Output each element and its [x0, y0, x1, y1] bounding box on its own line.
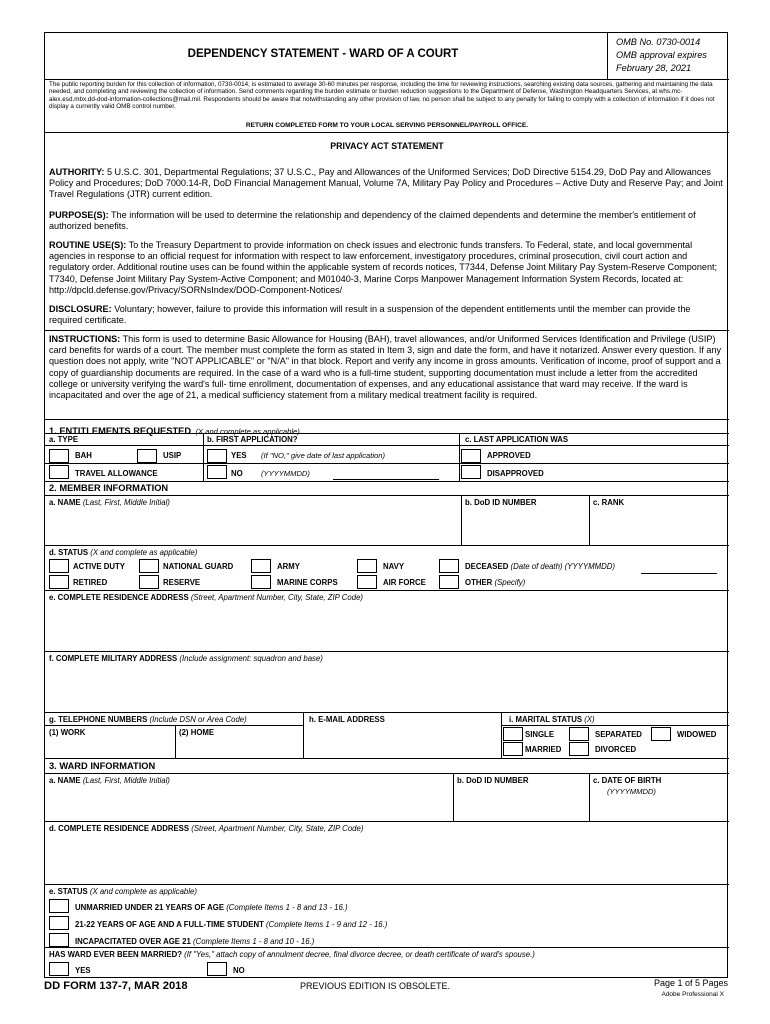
air-force-label: AIR FORCE: [383, 578, 426, 587]
bah-label: BAH: [75, 451, 92, 460]
type-label: a. TYPE: [49, 435, 79, 444]
ward-married-note: (If "Yes," attach copy of annulment decree, final divorce decree, or death certificate of ward's spouse.): [184, 950, 535, 959]
marine-corps-label: MARINE CORPS: [277, 578, 338, 587]
divorced-label: DIVORCED: [595, 745, 637, 754]
reserve-label: RESERVE: [163, 578, 201, 587]
travel-allowance-label: TRAVEL ALLOWANCE: [75, 469, 158, 478]
telephone-label: [49, 715, 247, 725]
first-app-yes-checkbox[interactable]: [207, 449, 227, 463]
single-checkbox[interactable]: [503, 727, 523, 741]
full-time-student-checkbox[interactable]: [49, 916, 69, 930]
form-title: DEPENDENCY STATEMENT - WARD OF A COURT: [187, 48, 459, 60]
ward-status-note: (X and complete as applicable): [89, 887, 197, 896]
separated-checkbox[interactable]: [569, 727, 589, 741]
first-application-label: b. FIRST APPLICATION?: [207, 435, 298, 444]
travel-allowance-checkbox[interactable]: [49, 465, 69, 479]
retired-checkbox[interactable]: [49, 575, 69, 589]
authority-paragraph: [49, 167, 725, 201]
ward-married-question-text: HAS WARD EVER BEEN MARRIED?: [49, 950, 182, 959]
incapacitated-label: [75, 937, 314, 947]
unmarried-under-21-note: (Complete Items 1 - 8 and 13 - 16.): [226, 903, 348, 912]
ward-dodid-input[interactable]: [455, 787, 587, 819]
instructions-paragraph: [49, 334, 725, 401]
ward-name-note: (Last, First, Middle Initial): [82, 776, 170, 785]
burden-statement: The public reporting burden for this collection of information, 0730-0014, is estimated to average 30-60 minutes per response, including the time for reviewing instructions, searching existing data sources, gathering and maintaining the data needed, and completing and reviewing the collection of information. Send comments regarding the burden estimate or burden reduction suggestions to the Department of Defense, Washington Headquarters Services, at whs.mc-alex.esd.mbx.dd-dod-information-collections@mail.mil. Respondents should be aware that notwithstanding any other provision of law, no person shall be subject to any penalty for failing to comply with a collection of information if it does not display a currently valid OMB control number.: [49, 81, 715, 111]
date-of-death-input[interactable]: [641, 573, 717, 574]
unmarried-under-21-checkbox[interactable]: [49, 899, 69, 913]
previous-edition: PREVIOUS EDITION IS OBSOLETE.: [300, 981, 451, 991]
approved-label: APPROVED: [487, 451, 531, 460]
last-application-label: c. LAST APPLICATION WAS: [465, 435, 569, 444]
incapacitated-note: (Complete Items 1 - 8 and 10 - 16.): [192, 937, 315, 946]
home-phone-label: (2) HOME: [179, 728, 215, 737]
ward-name-label-text: a. NAME: [49, 776, 81, 785]
usip-checkbox[interactable]: [137, 449, 157, 463]
ward-residence-label: [49, 824, 363, 834]
active-duty-label: ACTIVE DUTY: [73, 562, 125, 571]
return-notice: RETURN COMPLETED FORM TO YOUR LOCAL SERVING PERSONNEL/PAYROLL OFFICE.: [245, 122, 529, 129]
section1-title: 1. ENTITLEMENTS REQUESTED: [49, 426, 192, 436]
incapacitated-checkbox[interactable]: [49, 933, 69, 947]
telephone-note: (Include DSN or Area Code): [149, 715, 247, 724]
purpose-text: The information will be used to determine the relationship and dependency of the claimed dependents and determine the member's entitlement of authorized benefits.: [49, 210, 696, 232]
member-residence-label: [49, 593, 363, 603]
deceased-label-text: DECEASED: [465, 562, 509, 571]
reserve-checkbox[interactable]: [139, 575, 159, 589]
air-force-checkbox[interactable]: [357, 575, 377, 589]
member-name-input[interactable]: [47, 509, 459, 543]
routine-text: To the Treasury Department to provide information on check issues and electronic funds transfers. To Federal, state, and local governmental agencies in response to an official request for information with respect to law enforcement, investigatory procedures, criminal prosecution, civil court action and regulatory order. Additional routine uses can be found within the applicable system of records notices, T7344, Defense Joint Military Pay System-Reserve Component; T7340, Defense Joint Military Pay System-Active Component; and M01040-3, Marine Corps Manpower Management Information System Records, located at: http://dpcld.defense.gov/Privacy/SORNsIndex/DOD-Component-Notices/: [49, 240, 718, 295]
marine-corps-checkbox[interactable]: [251, 575, 271, 589]
single-label: SINGLE: [525, 730, 555, 739]
purpose-label: PURPOSE(S):: [49, 210, 109, 220]
ward-dob-format: (YYYYMMDD): [607, 787, 656, 796]
military-address-label: [49, 654, 323, 664]
separated-label: SEPARATED: [595, 730, 642, 739]
ward-dob-input[interactable]: [591, 799, 727, 819]
routine-paragraph: [49, 240, 725, 296]
authority-label: AUTHORITY:: [49, 167, 105, 177]
instructions-text: This form is used to determine Basic Allowance for Housing (BAH), travel allowances, and/or Uniformed Services Identification and Privilege (USIP) card benefits for wards of a court. The member must complete the form as stated in Item 3, sign and date the form, and have it notarized. Answer every question. If any question does not apply, write "NOT APPLICABLE" or "N/A" in that block. Report and verify any income in gross amounts. Verification of income, proof of support and a copy of guardianship documents are required. In the case of a ward who is a full-time student, supporting documentation must include a letter from the accredited college or university verifying the ward's full- time enrollment, documentation of expenses, and any educational assistance that ward may receive. If the ward is incapacitated and over the age of 21, a medical sufficiency statement from a military medical treatment facility is required.: [49, 334, 722, 401]
ward-status-label: [49, 887, 197, 897]
member-name-label: [49, 498, 170, 508]
member-rank-label: c. RANK: [593, 498, 625, 507]
national-guard-checkbox[interactable]: [139, 559, 159, 573]
ward-married-yes-checkbox[interactable]: [49, 962, 69, 976]
disapproved-label: DISAPPROVED: [487, 469, 544, 478]
section1-note: (X and complete as applicable): [195, 427, 300, 436]
page-number: Page 1 of 5 Pages: [653, 978, 728, 988]
omb-date: February 28, 2021: [616, 63, 692, 73]
other-label-text: OTHER: [465, 578, 493, 587]
section2-title: 2. MEMBER INFORMATION: [49, 483, 169, 493]
ward-residence-input[interactable]: [47, 836, 727, 882]
software-note: Adobe Professional X: [661, 991, 724, 998]
military-address-label-text: f. COMPLETE MILITARY ADDRESS: [49, 654, 178, 663]
deceased-checkbox[interactable]: [439, 559, 459, 573]
member-residence-note: (Street, Apartment Number, City, State, ZIP Code): [190, 593, 363, 602]
marital-status-label: [509, 715, 595, 725]
disclosure-text: Voluntary; however, failure to provide this information will result in a suspension of the dependent entitlements until the member can provide the required certificate.: [49, 304, 691, 326]
form-number: DD FORM 137-7, MAR 2018: [44, 980, 188, 992]
widowed-label: WIDOWED: [677, 730, 717, 739]
member-rank-input[interactable]: [591, 509, 727, 543]
retired-label: RETIRED: [73, 578, 108, 587]
national-guard-label: NATIONAL GUARD: [163, 562, 234, 571]
divorced-checkbox[interactable]: [569, 742, 589, 756]
other-label: [465, 578, 525, 588]
first-app-yes-label: YES: [231, 451, 247, 460]
full-time-student-text: 21-22 YEARS OF AGE AND A FULL-TIME STUDENT: [75, 920, 264, 929]
instructions-label: INSTRUCTIONS:: [49, 334, 121, 344]
ward-married-question: [49, 950, 535, 960]
ward-name-input[interactable]: [47, 787, 451, 819]
other-checkbox[interactable]: [439, 575, 459, 589]
member-residence-input[interactable]: [47, 605, 727, 649]
ward-status-label-text: e. STATUS: [49, 887, 88, 896]
disclosure-label: DISCLOSURE:: [49, 304, 112, 314]
disapproved-checkbox[interactable]: [461, 465, 481, 479]
ward-residence-label-text: d. COMPLETE RESIDENCE ADDRESS: [49, 824, 190, 833]
telephone-label-text: g. TELEPHONE NUMBERS: [49, 715, 148, 724]
ward-dodid-label: b. DoD ID NUMBER: [457, 776, 529, 785]
navy-label: NAVY: [383, 562, 405, 571]
member-dodid-label: b. DoD ID NUMBER: [465, 498, 537, 507]
home-phone-input[interactable]: [177, 739, 301, 756]
member-status-label-text: d. STATUS: [49, 548, 89, 557]
member-residence-label-text: e. COMPLETE RESIDENCE ADDRESS: [49, 593, 189, 602]
last-app-date-format: (YYYYMMDD): [261, 469, 310, 478]
member-status-label: [49, 548, 197, 558]
ward-residence-note: (Street, Apartment Number, City, State, ZIP Code): [191, 824, 364, 833]
marital-status-label-text: i. MARITAL STATUS: [509, 715, 583, 724]
army-checkbox[interactable]: [251, 559, 271, 573]
first-app-yes-note: (If "NO," give date of last application): [261, 451, 385, 460]
full-time-student-note: (Complete Items 1 - 9 and 12 - 16.): [266, 920, 388, 929]
married-checkbox[interactable]: [503, 742, 523, 756]
purpose-paragraph: [49, 210, 725, 232]
member-name-label-text: a. NAME: [49, 498, 81, 507]
army-label: ARMY: [277, 562, 300, 571]
first-app-no-label: NO: [231, 469, 243, 478]
ward-married-no-label: NO: [233, 966, 245, 975]
first-app-no-checkbox[interactable]: [207, 465, 227, 479]
email-label: h. E-MAIL ADDRESS: [309, 715, 385, 724]
omb-number: OMB No. 0730-0014: [616, 37, 701, 47]
ward-married-yes-label: YES: [75, 966, 91, 975]
bah-checkbox[interactable]: [49, 449, 69, 463]
military-address-note: (Include assignment: squadron and base): [179, 654, 323, 663]
usip-label: USIP: [163, 451, 182, 460]
ward-dob-label: c. DATE OF BIRTH: [593, 776, 662, 785]
work-phone-input[interactable]: [47, 739, 173, 756]
omb-approval: OMB approval expires: [616, 50, 707, 60]
full-time-student-label: [75, 920, 387, 930]
other-note: (Specify): [494, 578, 526, 587]
routine-label: ROUTINE USE(S):: [49, 240, 127, 250]
email-input[interactable]: [305, 727, 499, 756]
disclosure-paragraph: [49, 304, 725, 326]
ward-married-no-checkbox[interactable]: [207, 962, 227, 976]
last-app-date-input[interactable]: [333, 479, 439, 480]
member-status-note: (X and complete as applicable): [90, 548, 198, 557]
authority-text: 5 U.S.C. 301, Departmental Regulations; 37 U.S.C., Pay and Allowances of the Uniformed Services; DoD Directive 5154.29, DoD Pay and Allowances Policy and Procedures; DoD 7000.14-R, DoD Financial Management Manual, Volume 7A, Military Pay Policy and Procedures – Active Duty and Reserve Pay; and Joint Travel Regulations (JTR) current edition.: [49, 167, 723, 200]
active-duty-checkbox[interactable]: [49, 559, 69, 573]
widowed-checkbox[interactable]: [651, 727, 671, 741]
work-phone-label: (1) WORK: [49, 728, 86, 737]
incapacitated-text: INCAPACITATED OVER AGE 21: [75, 937, 191, 946]
privacy-title: PRIVACY ACT STATEMENT: [330, 141, 444, 151]
military-address-input[interactable]: [47, 666, 727, 710]
member-dodid-input[interactable]: [463, 509, 587, 543]
section3-title: 3. WARD INFORMATION: [49, 761, 156, 771]
deceased-label: [465, 562, 615, 572]
navy-checkbox[interactable]: [357, 559, 377, 573]
member-name-note: (Last, First, Middle Initial): [82, 498, 170, 507]
ward-name-label: [49, 776, 170, 786]
married-label: MARRIED: [525, 745, 562, 754]
form-page: [44, 32, 728, 978]
approved-checkbox[interactable]: [461, 449, 481, 463]
unmarried-under-21-text: UNMARRIED UNDER 21 YEARS OF AGE: [75, 903, 225, 912]
marital-status-note: (X): [584, 715, 595, 724]
unmarried-under-21-label: [75, 903, 348, 913]
deceased-note: (Date of death) (YYYYMMDD): [510, 562, 615, 571]
